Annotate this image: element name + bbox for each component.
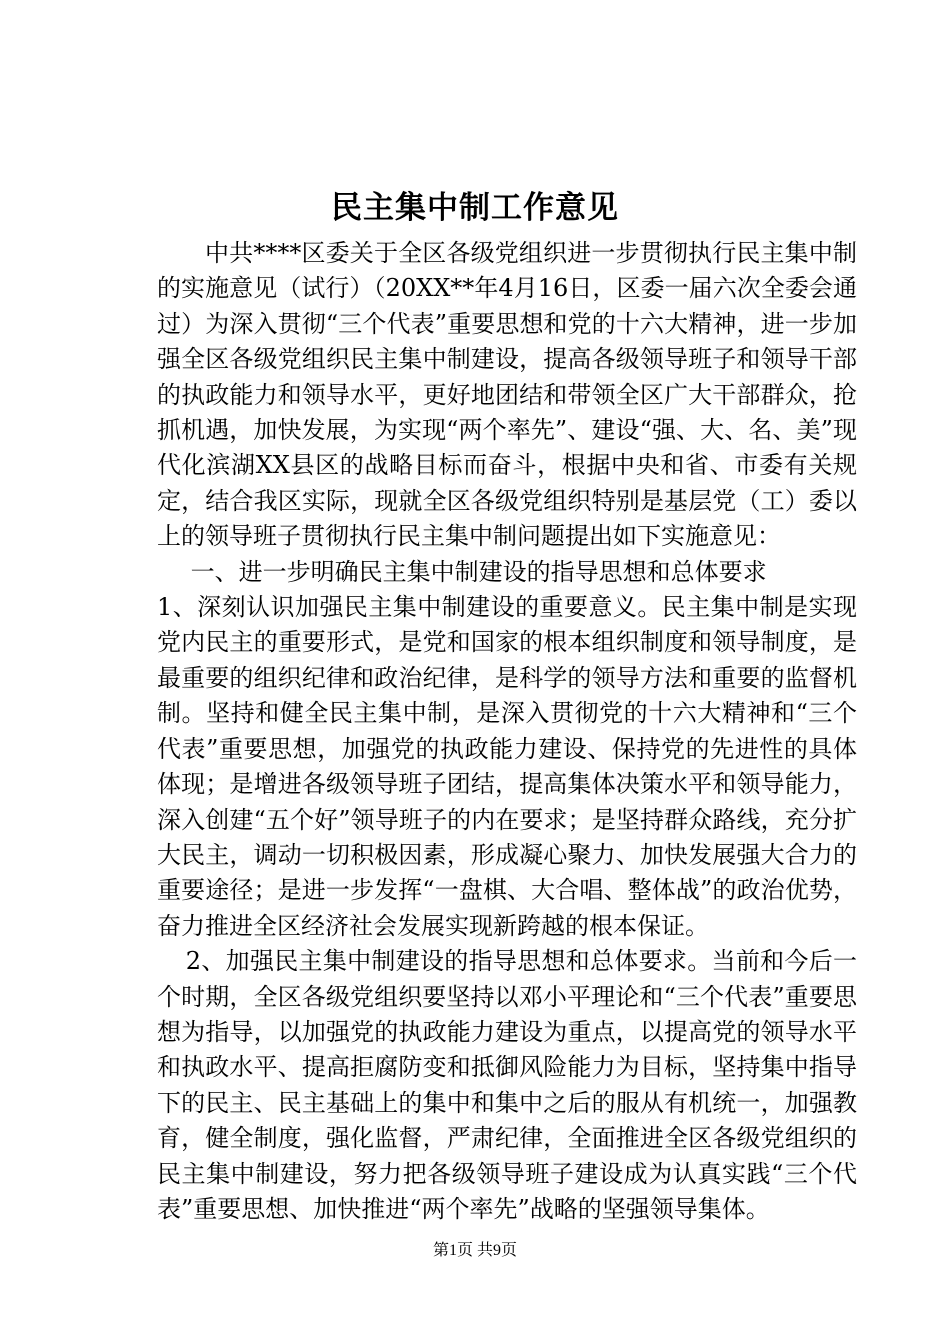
section-heading-1: 一、进一步明确民主集中制建设的指导思想和总体要求 (190, 557, 767, 586)
intro-paragraph: 中共****区委关于全区各级党组织进一步贯彻执行民主集中制的实施意见（试行）（20XX**年4月16日，区委一届六次全委会通过）为深入贯彻“三个代表”重要思想和党的十六大精神，进一步加强全区各级党组织民主集中制建设，提高各级领导班子和领导干部的执政能力和领导水平，更好地团结和带领全区广大干部群众，抢抓机遇，加快发展，为实现“两个率先”、建设“强、大、名、美”现代化滨湖XX县区的战略目标而奋斗，根据中央和省、市委有关规定，结合我区实际，现就全区各级党组织特别是基层党（工）委以上的领导班子贯彻执行民主集中制问题提出如下实施意见： (157, 239, 857, 551)
document-body (157, 236, 857, 1227)
document-title: 民主集中制工作意见 (331, 190, 619, 226)
page-footer: 第1页 共9页 (432, 1242, 517, 1259)
item-2-paragraph: 2、加强民主集中制建设的指导思想和总体要求。当前和今后一个时期，全区各级党组织要坚持以邓小平理论和“三个代表”重要思想为指导，以加强党的执政能力建设为重点，以提高党的领导水平和执政水平、提高拒腐防变和抵御风险能力为目标，坚持集中指导下的民主、民主基础上的集中和集中之后的服从有机统一，加强教育，健全制度，强化监督，严肃纪律，全面推进全区各级党组织的民主集中制建设，努力把各级领导班子建设成为认真实践“三个代表”重要思想、加快推进“两个率先”战略的坚强领导集体。 (157, 947, 857, 1223)
item-1-paragraph: 1、深刻认识加强民主集中制建设的重要意义。民主集中制是实现党内民主的重要形式，是党和国家的根本组织制度和领导制度，是最重要的组织纪律和政治纪律，是科学的领导方法和重要的监督机制。坚持和健全民主集中制，是深入贯彻党的十六大精神和“三个代表”重要思想，加强党的执政能力建设、保持党的先进性的具体体现；是增进各级领导班子团结，提高集体决策水平和领导能力，深入创建“五个好”领导班子的内在要求；是坚持群众路线，充分扩大民主，调动一切积极因素，形成凝心聚力、加快发展强大合力的重要途径；是进一步发挥“一盘棋、大合唱、整体战”的政治优势，奋力推进全区经济社会发展实现新跨越的根本保证。 (157, 593, 857, 940)
